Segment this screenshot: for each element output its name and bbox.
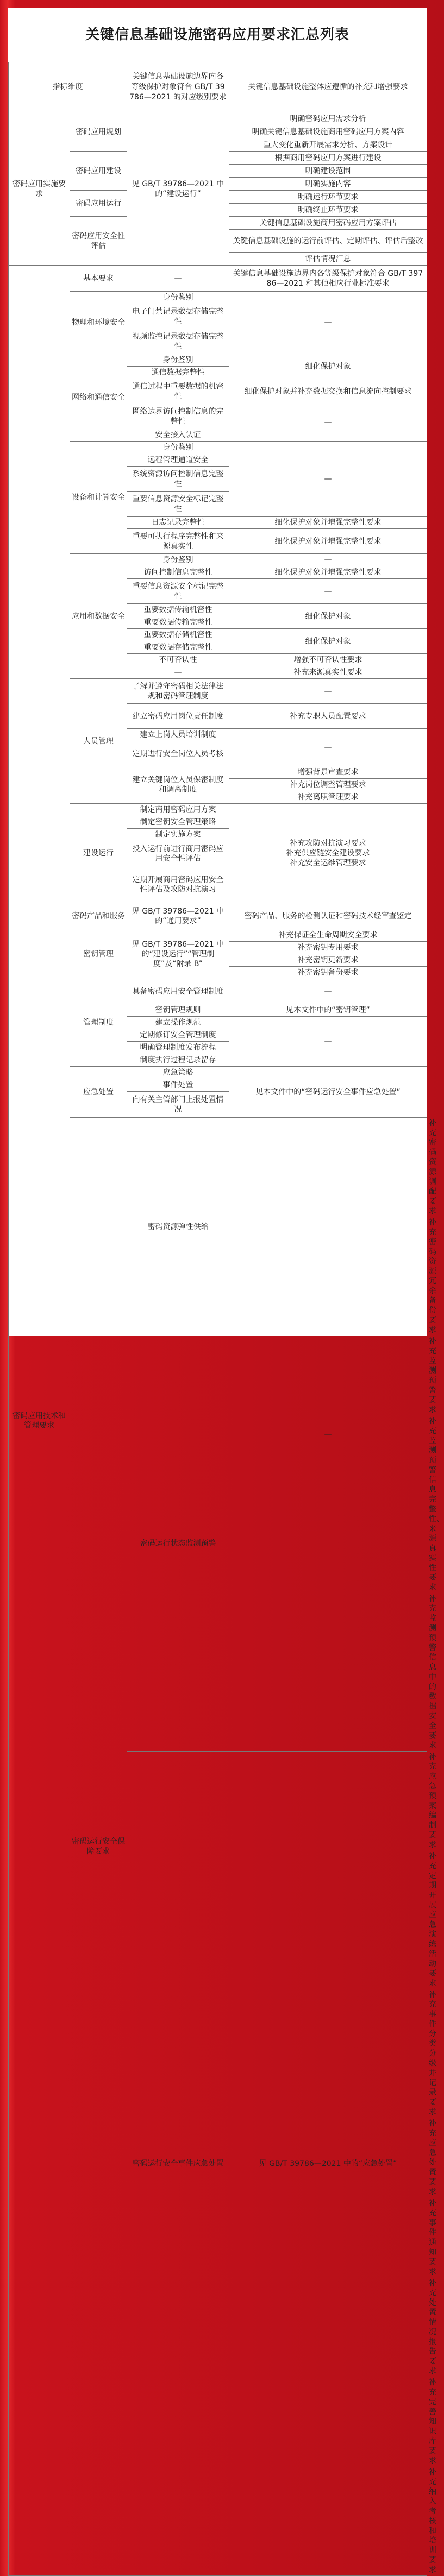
requirement-cell: — [229,554,427,566]
requirement-cell: — [229,679,427,704]
item-cell: 建立上岗人员培训制度 [127,729,229,741]
subcategory: 密码应用安全性评估 [70,217,127,266]
item-cell: 应急策略 [127,1067,229,1079]
item-cell: 制度执行过程记录留存 [127,1054,229,1067]
subcategory: 密钥管理 [70,929,127,979]
header-boundary: 关键信息基础设施边界内各等级保护对象符合 GB/T 39786—2021 的对应级别要求 [127,62,229,112]
requirement-cell: 明确建设范围 [229,165,427,178]
requirement-line: 补充供应链安全建设要求 [286,849,370,858]
item-cell: 制定密钥安全管理策略 [127,816,229,829]
item-cell: — [127,666,229,679]
boundary-cell: 见 GB/T 39786—2021 中的“建设运行” [127,112,229,266]
item-cell: 重要信息资源安全标记完整性 [127,492,229,517]
document-panel [8,8,444,2574]
header-row [9,62,427,112]
requirement-cell: 根据商用密码应用方案进行建设 [229,152,427,165]
subcategory: 密码资源弹性供给 [127,1118,229,1336]
item-cell: 重要数据传输完整性 [127,616,229,629]
item-cell: 定期进行安全岗位人员考核 [127,741,229,766]
item-cell: 向有关主管部门上报处置情况 [127,1092,229,1118]
requirement-cell: 明确实施内容 [229,178,427,191]
requirement-cell: 补充保证全生命周期安全要求 [229,929,427,942]
requirement-cell: 补充密钥专用要求 [229,942,427,954]
group-label: 密码应用技术和管理要求 [9,266,70,2576]
item-cell: 了解并遵守密码相关法律法规和密码管理制度 [127,679,229,704]
item-cell: 明确管理制度发布流程 [127,1042,229,1054]
group-label: 密码运行安全保障要求 [70,1118,127,2576]
subcategory: 密码产品和服务 [70,903,127,929]
requirement-cell: 增强不可否认性要求 [229,654,427,666]
group-label: 密码应用实施要求 [9,112,70,266]
requirement-line: 补充攻防对抗演习要求 [290,839,366,848]
requirement-cell: 细化保护对象 [229,604,427,629]
requirement-cell: — [229,729,427,766]
requirement-cell: 密码产品、服务的检测认证和密码技术经审查鉴定 [229,903,427,929]
requirement-cell: 补充密钥更新要求 [229,954,427,967]
requirement-cell: — [229,1017,427,1067]
requirement-cell: 明确关键信息基础设施商用密码应用方案内容 [229,125,427,138]
item-cell: 制定实施方案 [127,829,229,841]
item-cell: 建立密码应用岗位责任制度 [127,704,229,729]
boundary-cell: 见 GB/T 39786—2021 中的“建设运行”“管理制度”及“附录 B” [127,929,229,979]
subcategory: 密码运行安全事件应急处置 [127,1752,229,2576]
item-cell: 建立关键岗位人员保密制度和调离制度 [127,766,229,804]
item-cell: 定期开展商用密码应用安全性评估及攻防对抗演习 [127,866,229,903]
subcategory: 人员管理 [70,679,127,804]
item-cell: 视频监控记录数据存储完整性 [127,329,229,354]
table-row [9,112,427,125]
requirement-cell: — [229,292,427,354]
item-cell: 建立操作规范 [127,1017,229,1029]
item-cell: 事件处置 [127,1079,229,1092]
requirement-cell: 关键信息基础设施的运行前评估、定期评估、评估后整改 [229,230,427,253]
requirement-cell: 细化保护对象 [229,629,427,654]
requirement-cell: 补充离职管理要求 [229,791,427,804]
requirement-cell: 关键信息基础设施边界内各等级保护对象符合 GB/T 39786—2021 和其他相应行业标准要求 [229,266,427,292]
requirement-cell: — [229,579,427,604]
item-cell: 身份鉴别 [127,354,229,367]
requirement-cell: 细化保护对象并补充数据交换和信息流向控制要求 [229,379,427,404]
header-overall: 关键信息基础设施整体应遵循的补充和增强要求 [229,62,427,112]
item-cell: 制定商用密码应用方案 [127,804,229,816]
subcategory: 物理和环境安全 [70,292,127,354]
subcategory: 密码应用规划 [70,112,127,152]
item-cell: 重要数据存储完整性 [127,641,229,654]
requirement-cell [229,804,427,903]
item-cell: 重要数据存储机密性 [127,629,229,641]
requirement-cell: 补充密钥备份要求 [229,967,427,979]
item-cell: 日志记录完整性 [127,517,229,529]
requirement-cell: 关键信息基础设施商用密码应用方案评估 [229,217,427,230]
requirements-table: 指标维度 关键信息基础设施边界内各等级保护对象符合 GB/T 39786—2021 的对应级别要求 关键信息基础设施整体应遵循的补充和增强要求 密码应用实施要求 密码应用规划 见 GB/T 39786—2021 中的“建设运行” 明确密码应用需求分析 明确关键信息基础设施商用密码应用方案内容 重大变化重新开展需求分析、方案设计 密码应用建设 根据商用密码应用方案进行建设 明确建设范围 明确实施内容 密码应用运行 明确运行环节要求 明确终止环节要求 密码应用安全性评估 关键信息基础设施商用密码应用方案评估 关键信息基础设施的运行前评估、定期评估、评估后整改 评估情况汇总 密码应用技术和管理要求 基本要求 — 关键信息基础设施边界内各等级保护对象符合 GB/T 39786—2021 和其他相应行业标准要求 物理和环境安全 身份鉴别 — 电子门禁记录数据存储完整性 视频监控记录数据存储完整性 网络和通信安全 身份鉴别 细化保护对象 通信数据完整性 通信过程中重要数据的机密性 细化保护对象并补充数据交换和信息流向控制要求 网络边界访问控制信息的完整性 — 安全接入认证 设备和计算安全 身份鉴别 — 远程管理通道安全 系统资源访问控制信息完整性 重要信息资源安全标记完整性 日志记录完整性 细化保护对象并增强完整性要求 重要可执行程序完整性和来源真实性 细化保护对象并增强完整性要求 应用和数据安全 身份鉴别 — 访问控制信息完整性 细化保护对象并增强完整性要求 重要信息资源安全标记完整性 — 重要数据传输机密性 细化保护对象 重要数据传输完整性 重要数据存储机密性 细化保护对象 重要数据存储完整性 不可否认性 增强不可否认性要求 — 补充来源真实性要求 人员管理 了解并遵守密码相关法律法规和密码管理制度 — 建立密码应用岗位责任制度 补充专职人员配置要求 建立上岗人员培训制度 — 定期进行安全岗位人员考核 建立关键岗位人员保密制度和调离制度 增强背景审查要求 补充岗位调整管理要求 补充离职管理要求 建设运行 制定商用密码应用方案 补充攻防对抗演习要求 补充供应链安全建设要求 补充安全运维管理要求 制定密钥安全管理策略 制定实施方案 投入运行前进行商用密码应用安全性评估 定期开展商用密码应用安全性评估及攻防对抗演习 密码产品和服务 见 GB/T 39786—2021 中的“通用要求” 密码产品、服务的检测认证和密码技术经审查鉴定 密钥管理 见 GB/T 39786—2021 中的“建设运行”“管理制度”及“附录 B” 补充保证全生命周期安全要求 补充密钥专用要求 补充密钥更新要求 补充密钥备份要求 管理制度 具备密码应用安全管理制度 — 密钥管理规则 见本文件中的“密钥管理” 建立操作规范 — 定期修订安全管理制度 明确管理制度发布流程 制度执行过程记录留存 应急处置 应急策略 见本文件中的“密码运行安全事件应急处置” 事件处置 向有关主管部门上报处置情况 密码运行安全保障要求 密码资源弹性供给 — 补充密码资源调配要求 补充密码资源冗余备份要求 密码运行状态监测预警 补充监测预警要求 补充监测预警信息完整性、来源真实性要求 补充监测预警信息中的数据安全要求 密码运行安全事件应急处置 见 GB/T 39786—2021 中的“应急处置” 补充应急预案编制要求 补充定期开展应急演练活动要求 补充事件分类分级并记录要求 补充应急处置要求 补充事件通知要求 补充处置情况报告要求 补充完善知识库要求 补充纳入考核和培训要求 [8,62,427,2576]
item-cell: 身份鉴别 [127,442,229,454]
requirement-cell: — [229,979,427,1004]
page-title: 关键信息基础设施密码应用要求汇总列表 [85,27,349,43]
subcategory: 设备和计算安全 [70,442,127,554]
item-cell: 不可否认性 [127,654,229,666]
item-cell: 密钥管理规则 [127,1004,229,1017]
subcategory: 密码应用运行 [70,191,127,217]
item-cell: 访问控制信息完整性 [127,566,229,579]
requirement-cell: 明确密码应用需求分析 [229,112,427,125]
requirement-cell: 细化保护对象并增强完整性要求 [229,529,427,554]
item-cell: 通信过程中重要数据的机密性 [127,379,229,404]
item-cell: 重要数据传输机密性 [127,604,229,616]
item-cell: 电子门禁记录数据存储完整性 [127,304,229,329]
item-cell: 远程管理通道安全 [127,454,229,467]
subcategory: 管理制度 [70,979,127,1067]
requirement-cell: 补充来源真实性要求 [229,666,427,679]
requirement-line: 补充安全运维管理要求 [290,859,366,867]
subcategory: 密码应用建设 [70,152,127,191]
requirement-cell: 评估情况汇总 [229,253,427,266]
requirement-cell: 重大变化重新开展需求分析、方案设计 [229,138,427,152]
subcategory: 密码运行状态监测预警 [127,1336,229,1752]
item-cell: 网络边界访问控制信息的完整性 [127,404,229,429]
requirement-cell: 补充岗位调整管理要求 [229,779,427,791]
item-cell: 定期修订安全管理制度 [127,1029,229,1042]
requirement-cell: 明确终止环节要求 [229,204,427,217]
requirement-cell: 细化保护对象并增强完整性要求 [229,517,427,529]
requirement-cell: 见本文件中的“密钥管理” [229,1004,427,1017]
item-cell: 投入运行前进行商用密码应用安全性评估 [127,841,229,866]
item-cell: 通信数据完整性 [127,367,229,379]
requirement-cell: 补充专职人员配置要求 [229,704,427,729]
boundary-cell: 见 GB/T 39786—2021 中的“应急处置” [229,1752,427,2576]
header-dimension: 指标维度 [9,62,127,112]
subcategory: 建设运行 [70,804,127,903]
item-cell: 重要信息资源安全标记完整性 [127,579,229,604]
boundary-cell: — [127,266,229,292]
item-cell: 系统资源访问控制信息完整性 [127,467,229,492]
requirement-cell: 增强背景审查要求 [229,766,427,779]
requirement-cell: 细化保护对象 [229,354,427,379]
subcategory: 应急处置 [70,1067,127,1118]
item-cell: 重要可执行程序完整性和来源真实性 [127,529,229,554]
requirement-cell: 见本文件中的“密码运行安全事件应急处置” [229,1067,427,1118]
item-cell: 安全接入认证 [127,429,229,442]
subcategory: 网络和通信安全 [70,354,127,442]
item-cell: 身份鉴别 [127,554,229,566]
requirement-cell: 明确运行环节要求 [229,191,427,204]
subcategory: 基本要求 [70,266,127,292]
boundary-cell: — [229,1118,427,1752]
item-cell: 身份鉴别 [127,292,229,304]
requirement-cell: — [229,404,427,442]
requirement-cell: — [229,442,427,517]
requirement-cell: 细化保护对象并增强完整性要求 [229,566,427,579]
item-cell: 具备密码应用安全管理制度 [127,979,229,1004]
boundary-cell: 见 GB/T 39786—2021 中的“通用要求” [127,903,229,929]
subcategory: 应用和数据安全 [70,554,127,679]
